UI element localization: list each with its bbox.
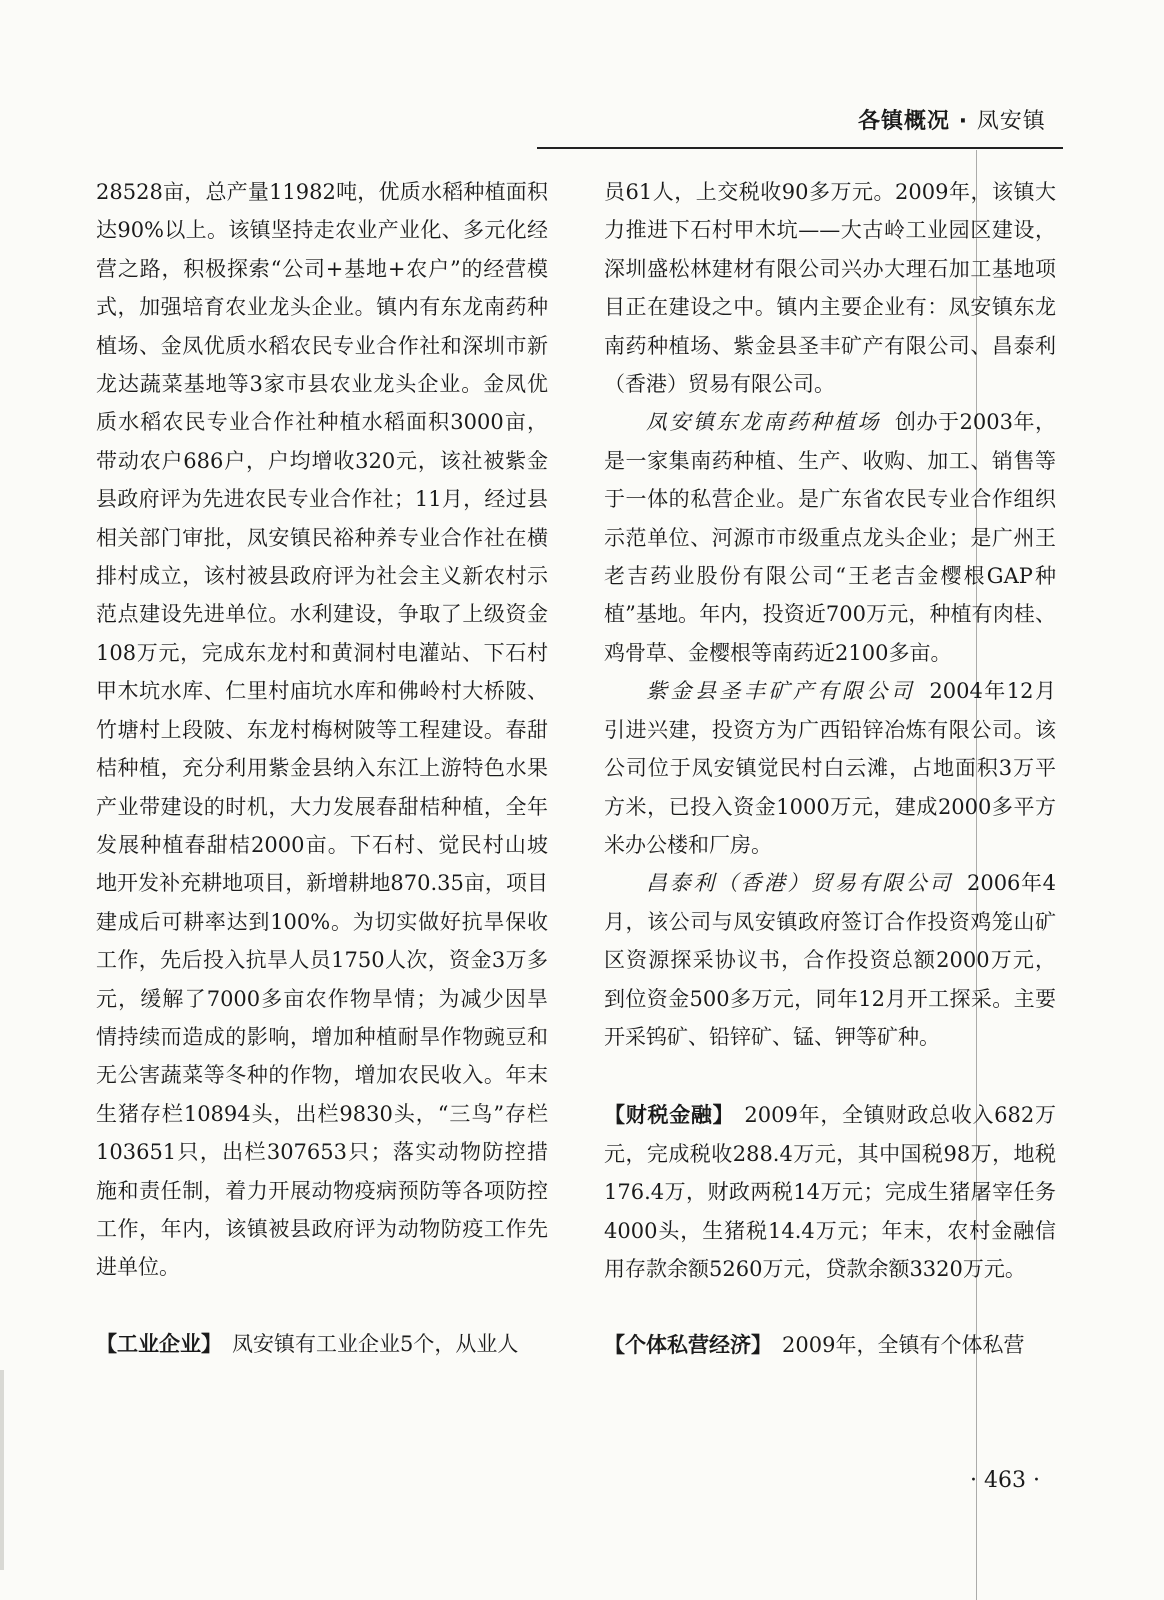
company2-text: 2004年12月引进兴建，投资方为广西铅锌冶炼有限公司。该公司位于凤安镇觉民村白云滩，占地面积3万平方米，已投入资金1000万元，建成2000多平方米办公楼和厂房。: [604, 679, 1057, 857]
company2-name: 紫金县圣丰矿产有限公司: [646, 679, 916, 704]
running-header: [858, 104, 1058, 135]
company1-text: 创办于2003年，是一家集南药种植、生产、收购、加工、销售等于一体的私营企业。是广东省农民专业合作组织示范单位、河源市市级重点龙头企业；是广州王老吉药业股份有限公司“王老吉金樱根GAP种植”基地。年内，投资近700万元，种植有肉桂、鸡骨草、金樱根等南药近2100多亩。: [604, 410, 1056, 665]
company3-name: 昌泰利（香港）贸易有限公司: [646, 871, 953, 896]
scan-edge-shadow: [0, 1370, 4, 1570]
finance-heading: 【财税金融】: [604, 1103, 735, 1128]
agriculture-paragraph: 28528亩，总产量11982吨，优质水稻种植面积达90%以上。该镇坚持走农业产业化、多元化经营之路，积极探索“公司+基地+农户”的经营模式，加强培育农业龙头企业。镇内有东龙南药种植场、金凤优质水稻农民专业合作社和深圳市新龙达蔬菜基地等3家市县农业龙头企业。金凤优质水稻农民专业合作社种植水稻面积3000亩，带动农户686户，户均增收320元，该社被紫金县政府评为先进农民专业合作社；11月，经过县相关部门审批，凤安镇民裕种养专业合作社在横排村成立，该村被县政府评为社会主义新农村示范点建设先进单位。水利建设，争取了上级资金108万元，完成东龙村和黄洞村电灌站、下石村甲木坑水库、仁里村庙坑水库和佛岭村大桥陂、竹塘村上段陂、东龙村梅树陂等工程建设。春甜桔种植，充分利用紫金县纳入东江上游特色水果产业带建设的时机，大力发展春甜桔种植，全年发展种植春甜桔2000亩。下石村、觉民村山坡地开发补充耕地项目，新增耕地870.35亩，项目建成后可耕率达到100%。为切实做好抗旱保收工作，先后投入抗旱人员1750人次，资金3万多元，缓解了7000多亩农作物旱情；为减少因旱情持续而造成的影响，增加种植耐旱作物豌豆和无公害蔬菜等冬种的作物，增加农民收入。年末生猪存栏10894头，出栏9830头，“三鸟”存栏103651只，出栏307653只；落实动物防控措施和责任制，着力开展动物疫病预防等各项防控工作，年内，该镇被县政府评为动物防疫工作先进单位。: [96, 180, 548, 1280]
industry-text: 凤安镇有工业企业5个，从业人: [232, 1331, 519, 1356]
company1-name: 凤安镇东龙南药种植场: [646, 410, 882, 435]
industry-continued-paragraph: 员61人，上交税收90多万元。2009年，该镇大力推进下石村甲木坑——大古岭工业园区建设，深圳盛松林建材有限公司兴办大理石加工基地项目正在建设之中。镇内主要企业有：凤安镇东龙南药种植场、紫金县圣丰矿产有限公司、昌泰利（香港）贸易有限公司。: [604, 180, 1056, 397]
finance-paragraph: [604, 1096, 1056, 1288]
company3-text: 2006年4月，该公司与凤安镇政府签订合作投资鸡笼山矿区资源探采协议书，合作投资总额2000万元，到位资金500多万元，同年12月开工探采。主要开采钨矿、铅锌矿、锰、钾等矿种。: [604, 871, 1056, 1049]
industry-heading: 【工业企业】: [96, 1331, 222, 1356]
private-text: 2009年，全镇有个体私营: [782, 1333, 1025, 1358]
header-town: 凤安镇: [976, 109, 1046, 134]
company2-paragraph: [604, 672, 1056, 864]
finance-text: 2009年，全镇财政总收入682万元，完成税收288.4万元，其中国税98万，地税176.4万，财政两税14万元；完成生猪屠宰任务4000头，生猪税14.4万元；年末，农村金融信用存款余额5260万元，贷款余额3320万元。: [604, 1103, 1056, 1281]
left-column: [96, 173, 548, 1363]
header-section: 各镇概况: [858, 109, 951, 134]
industry-paragraph: [96, 1325, 548, 1363]
header-separator: ·: [958, 109, 969, 134]
private-economy-paragraph: [604, 1326, 1056, 1364]
header-rule: [537, 147, 1063, 149]
private-heading: 【个体私营经济】: [604, 1333, 772, 1358]
company1-paragraph: [604, 403, 1056, 672]
company3-paragraph: [604, 864, 1056, 1056]
page-number: · 463 ·: [970, 1468, 1040, 1493]
right-column: [604, 173, 1056, 1365]
